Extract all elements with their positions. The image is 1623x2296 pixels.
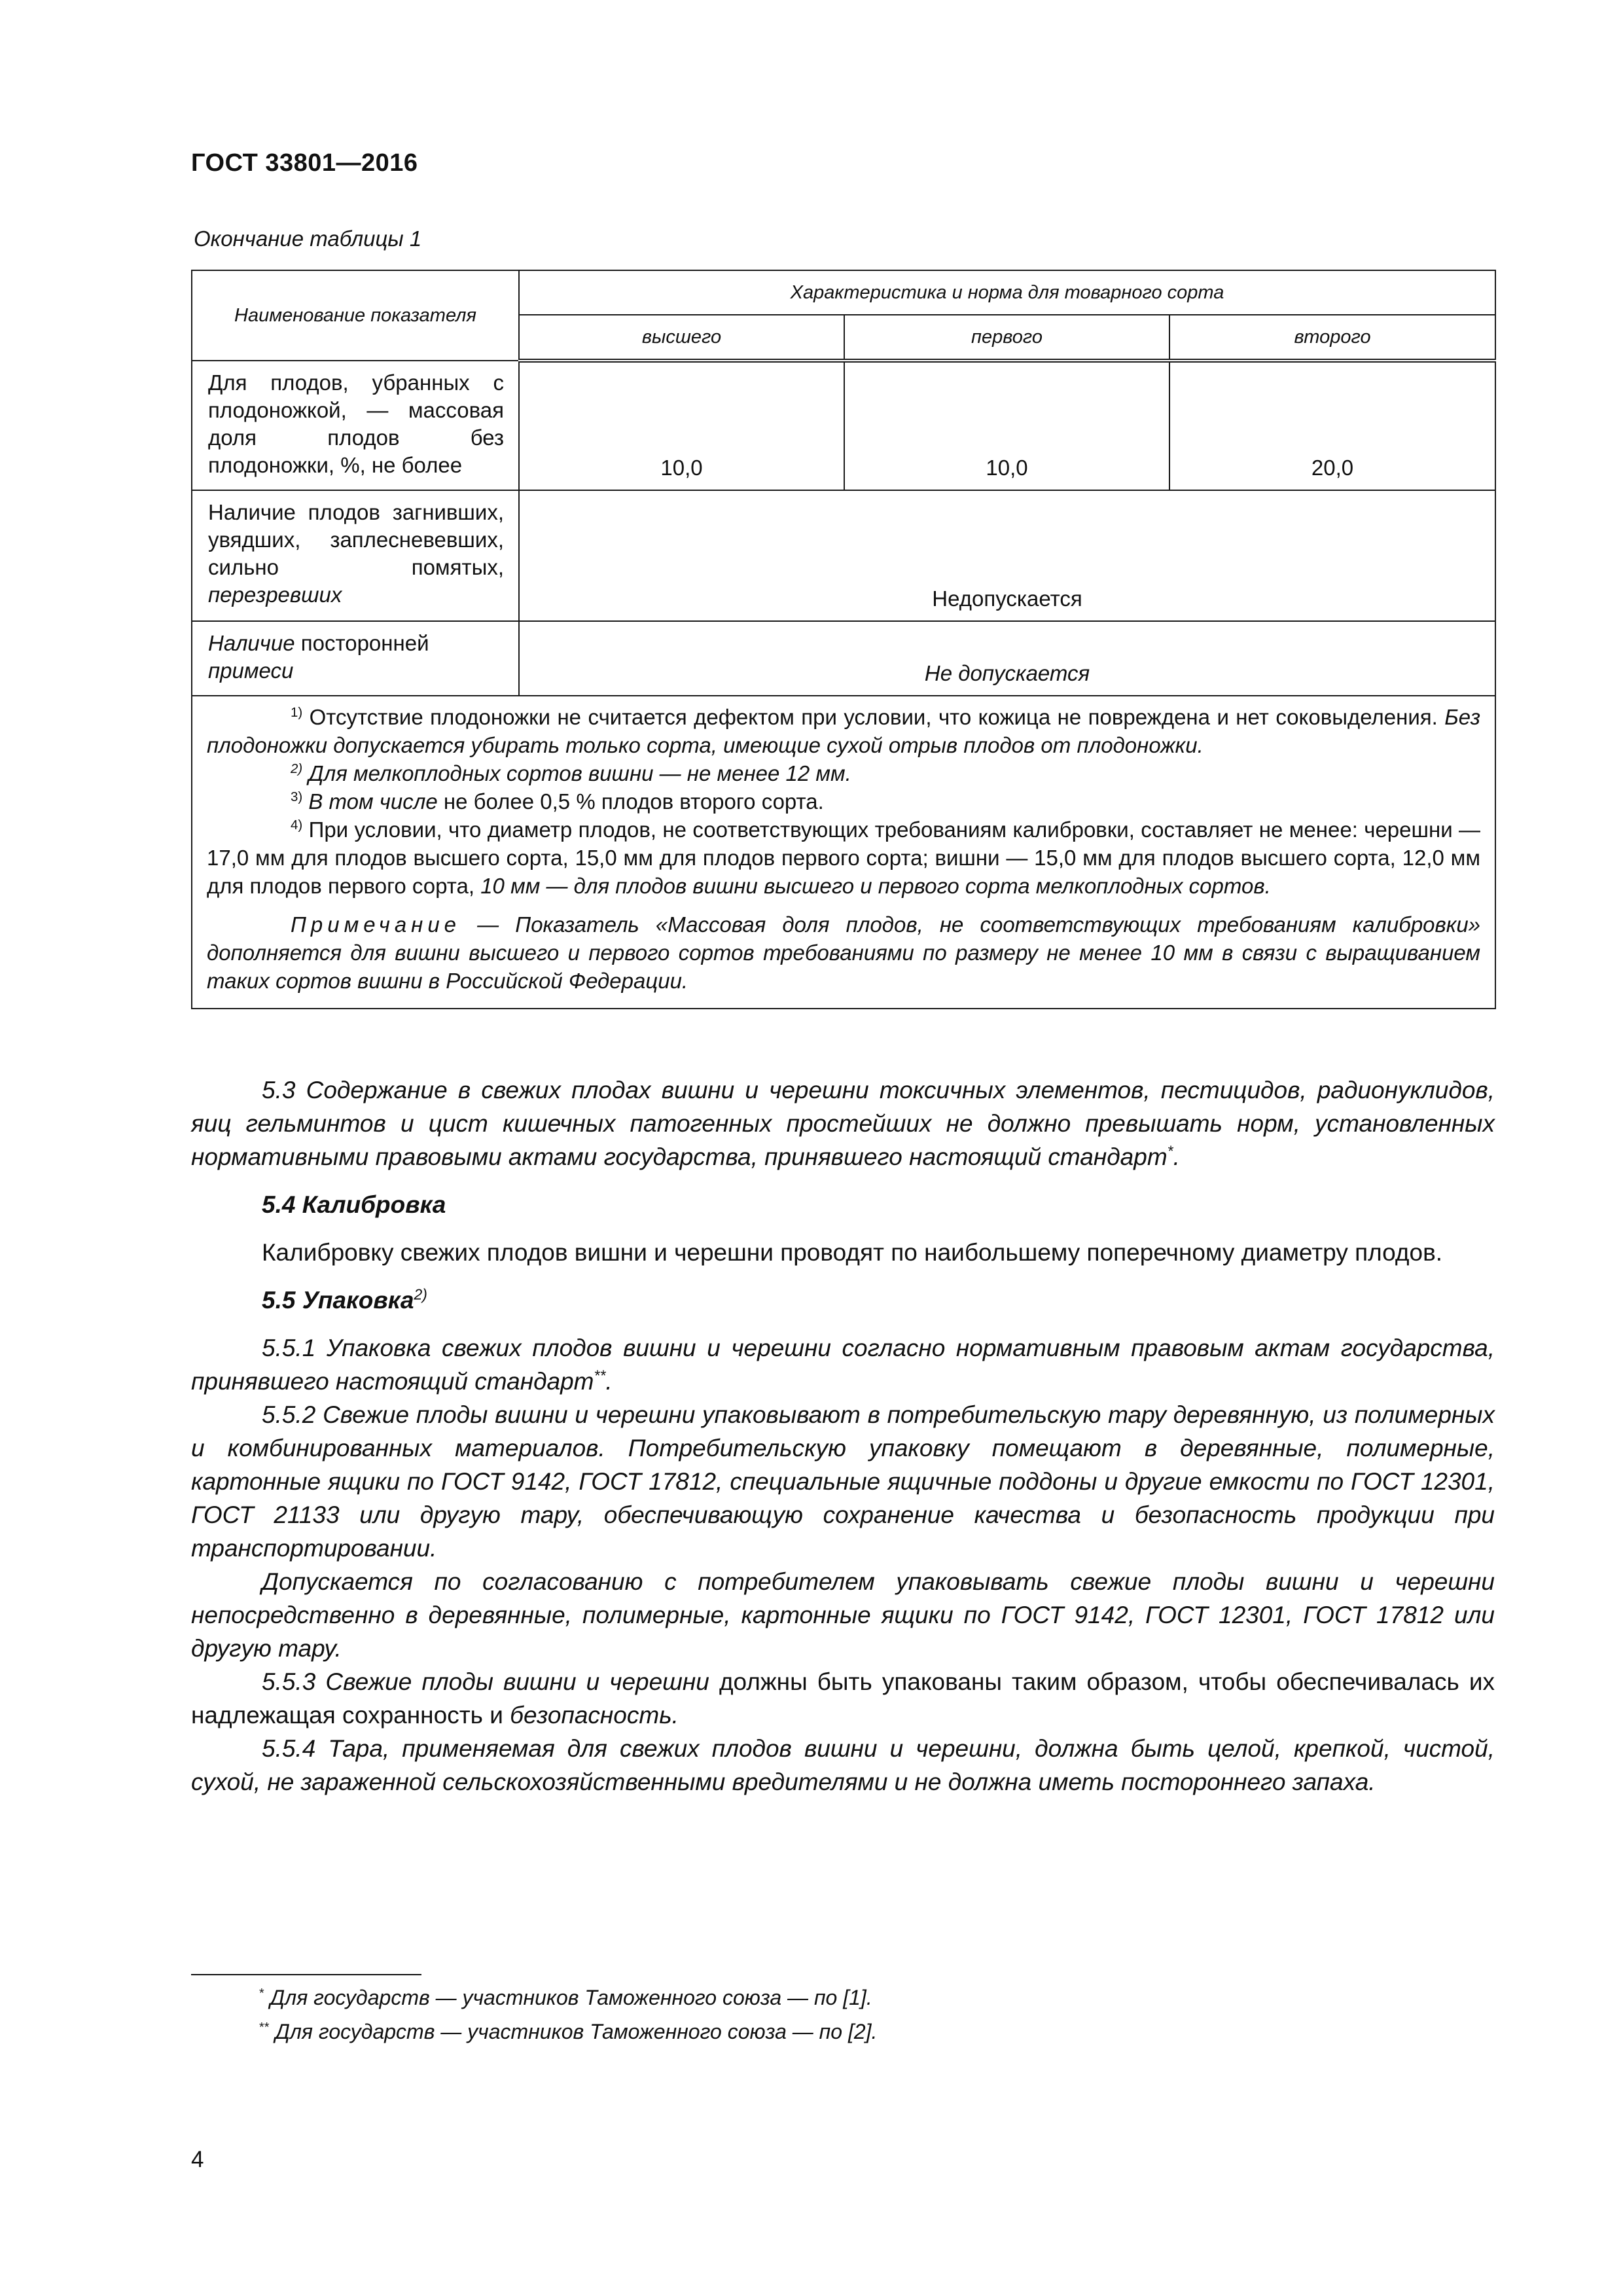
footnote-3: $^{3)}$ В том числе не более 0,5 % плодов второго сорта. (291, 789, 824, 814)
row-merged-value: Недопускается (519, 490, 1495, 621)
row-merged-value: Не допускается (519, 621, 1495, 696)
section-5-3: 5.3 Содержание в свежих плодах вишни и черешни токсичных элементов, пестицидов, радионуклидов, яиц гельминтов и цист кишечных патогенных простейших не должно превышать норм, установленных нормативными правовыми актами государства, принявшего настоящий стандарт*. (191, 1077, 1495, 1170)
column-group-header: Характеристика и норма для товарного сорта (519, 270, 1495, 315)
row-name: Наличие посторонней примеси (192, 621, 519, 696)
row-name: Для плодов, убранных с плодоножкой, — массовая доля плодов без плодоножки, %, не более (192, 361, 519, 490)
footnote-1: $^{1)}$ Отсутствие плодоножки не считается дефектом при условии, что кожица не повреждена и нет соковыделения. Без плодоножки допускается убирать только сорта, имеющие сухой отрыв плодов от плодоножки. (207, 705, 1481, 757)
section-5-5-1: 5.5.1 Упаковка свежих плодов вишни и черешни согласно нормативным правовым актам государства, принявшего настоящий стандарт**. (191, 1335, 1495, 1395)
section-5-5-2: 5.5.2 Свежие плоды вишни и черешни упаковывают в потребительскую тару деревянную, из полимерных и комбинированных материалов. Потребительскую упаковку помещают в деревянные, полимерные, картонные ящики по ГОСТ 9142, ГОСТ 17812, специальные ящичные поддоны и другие емкости по ГОСТ 12301, ГОСТ 21133 или другую тару, обеспечивающую сохранение качества и безопасность продукции при транспортировании. (191, 1401, 1495, 1562)
section-5-4-text: Калибровку свежих плодов вишни и черешни проводят по наибольшему поперечному диаметру плодов. (262, 1239, 1443, 1266)
section-5-5-2-extra: Допускается по согласованию с потребителем упаковывать свежие плоды вишни и черешни непосредственно в деревянные, полимерные, картонные ящики по ГОСТ 9142, ГОСТ 12301, ГОСТ 17812 или другую тару. (191, 1568, 1495, 1662)
column-header-name: Наименование показателя (192, 270, 519, 361)
main-text (191, 1073, 1495, 1799)
grade-header-first: первого (844, 315, 1169, 361)
footnote-2: $^{2)}$ Для мелкоплодных сортов вишни — не менее 12 мм. (291, 761, 851, 785)
table-1 (191, 270, 1496, 1009)
table-caption: Окончание таблицы 1 (194, 226, 422, 251)
page-footnote-2: ** Для государств — участников Таможенного союза — по [2]. (259, 2020, 878, 2043)
grade-header-highest: высшего (519, 315, 844, 361)
page-footnote-1: * Для государств — участников Таможенного союза — по [1]. (259, 1986, 872, 2009)
table-footnotes (192, 696, 1495, 1009)
section-5-5-3: 5.5.3 Свежие плоды вишни и черешни должны быть упакованы таким образом, чтобы обеспечивалась их надлежащая сохранность и безопасность. (191, 1668, 1495, 1729)
row-value: 20,0 (1169, 361, 1495, 490)
row-value: 10,0 (844, 361, 1169, 490)
section-5-5-title: 5.5 Упаковка$^{2)}$ (262, 1285, 427, 1314)
footnote-divider (191, 1974, 421, 1975)
row-value: 10,0 (519, 361, 844, 490)
section-5-5-4: 5.5.4 Тара, применяемая для свежих плодов вишни и черешни, должна быть целой, крепкой, чистой, сухой, не зараженной сельскохозяйственными вредителями и не должна иметь постороннего запаха. (191, 1735, 1495, 1795)
footnote-4: $^{4)}$ При условии, что диаметр плодов, не соответствующих требованиям калибровки, составляет не менее: черешни — 17,0 мм для плодов высшего сорта, 15,0 мм для плодов первого сорта; вишни — 15,0 мм для плодов высшего сорта, 12,0 мм для плодов первого сорта, 10 мм — для плодов вишни высшего и первого сорта мелкоплодных сортов. (207, 817, 1481, 898)
page-number: 4 (191, 2147, 204, 2172)
document-code: ГОСТ 33801—2016 (191, 149, 418, 177)
table-note: Примечание — Показатель «Массовая доля плодов, не соответствующих требованиям калибровки» дополняется для вишни высшего и первого сортов требованиями по размеру не менее 10 мм в связи с выращиванием таких сортов вишни в Российской Федерации. (207, 912, 1481, 993)
section-5-4-title: 5.4 Калибровка (262, 1191, 446, 1218)
row-name: Наличие плодов загнивших, увядших, заплесневевших, сильно помятых, перезревших (192, 490, 519, 621)
grade-header-second: второго (1169, 315, 1495, 361)
